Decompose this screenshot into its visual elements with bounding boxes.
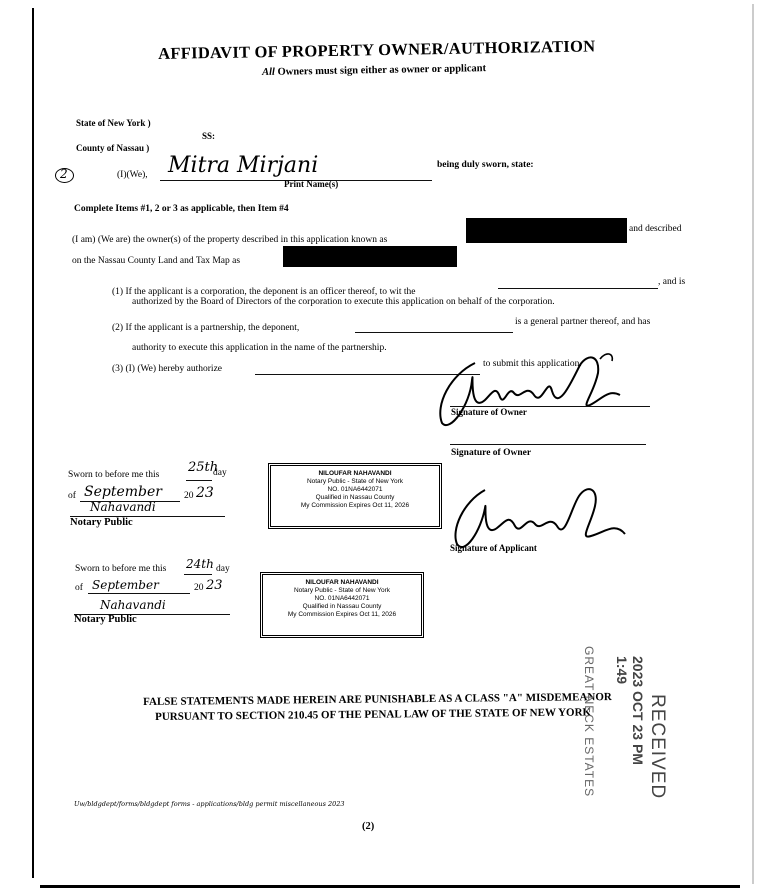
page-subtitle — [262, 63, 486, 78]
stamp2-line3: NO. 01NA6442071 — [314, 595, 370, 602]
redacted-property-address — [466, 218, 627, 243]
notary-stamp-1 — [268, 463, 442, 529]
item1-title-line — [498, 288, 658, 289]
owner-statement-3: on the Nassau County Land and Tax Map as — [72, 256, 241, 266]
state-label: State of New York ) — [76, 118, 151, 128]
sworn-text-2: Sworn to before me this — [75, 564, 167, 574]
stamp1-line4: Qualified in Nassau County — [315, 494, 395, 501]
sworn-month-line-2 — [88, 593, 190, 594]
scan-edge-right — [752, 4, 754, 884]
stamp1-line5: My Commission Expires Oct 11, 2026 — [300, 502, 410, 509]
scan-edge-left — [32, 8, 34, 878]
page-number: (2) — [362, 821, 375, 832]
subtitle-emphasis: All — [262, 66, 276, 78]
received-stamp-office: GREAT NECK ESTATES — [582, 646, 596, 798]
redacted-tax-map — [283, 246, 457, 267]
sworn-text-1: Sworn to before me this — [68, 470, 160, 480]
scan-edge-bottom — [40, 885, 740, 888]
page-title: AFFIDAVIT OF PROPERTY OWNER/AUTHORIZATION — [158, 36, 596, 63]
of-label-2: of — [75, 583, 83, 593]
stamp2-line4: Qualified in Nassau County — [302, 603, 382, 610]
stamp1-name: NILOUFAR NAHAVANDI — [318, 470, 392, 477]
item3-text-b: to submit this application. — [483, 359, 582, 369]
signature-of-applicant: Signature of Applicant — [450, 543, 537, 553]
notary-stamp-2 — [260, 572, 424, 638]
subtitle-text: Owners must sign either as owner or applicant — [277, 63, 487, 78]
sworn-year-prefix-1: 20 — [184, 491, 194, 501]
day-label-2: day — [216, 564, 230, 574]
day-label-1: day — [213, 468, 227, 478]
stamp2-name: NILOUFAR NAHAVANDI — [305, 579, 379, 586]
stamp2-line2: Notary Public - State of New York — [293, 587, 391, 594]
notary-public-label-1: Notary Public — [70, 517, 133, 528]
item2-text-b: is a general partner thereof, and has — [515, 317, 651, 327]
county-label: County of Nassau ) — [76, 143, 150, 153]
ss-label: SS: — [202, 131, 216, 141]
item1-text-a: (1) If the applicant is a corporation, the deponent is an officer thereof, to wit the — [112, 287, 416, 297]
of-label-1: of — [68, 491, 76, 501]
stamp2-line5: My Commission Expires Oct 11, 2026 — [287, 611, 397, 618]
item1-text-b: , and is — [658, 277, 686, 287]
sworn-day-1: 25th — [188, 460, 219, 475]
false-statements-line-1: FALSE STATEMENTS MADE HEREIN ARE PUNISHABLE AS A CLASS "A" MISDEMEANOR — [143, 691, 612, 708]
notary-signature-2: Nahavandi — [100, 598, 166, 612]
owner-signature-line-2 — [450, 444, 646, 445]
signature-of-owner-1: Signature of Owner — [451, 407, 527, 417]
sworn-day-line-2 — [184, 574, 212, 575]
footer-file-path: Uw/bldgdept/forms/bldgdept forms - applications/bldg permit miscellaneous 2023 — [74, 800, 345, 808]
received-stamp-word: RECEIVED — [647, 694, 668, 800]
being-sworn-text: being duly sworn, state: — [437, 160, 534, 170]
item1-text-c: authorized by the Board of Directors of the corporation to execute this application on behalf of the corporation. — [132, 297, 555, 307]
sworn-day-2: 24th — [186, 557, 214, 571]
owner-name-handwritten: Mitra Mirjani — [168, 153, 319, 178]
sworn-year-1: 23 — [196, 485, 214, 501]
owner-statement-1: (I am) (We are) the owner(s) of the property described in this application known as — [72, 235, 388, 245]
sworn-year-prefix-2: 20 — [194, 583, 204, 593]
sworn-month-2: September — [92, 578, 159, 592]
notary-signature-1: Nahavandi — [90, 500, 156, 514]
complete-items-instruction: Complete Items #1, 2 or 3 as applicable, then Item #4 — [74, 204, 289, 214]
false-statements-line-2: PURSUANT TO SECTION 210.45 OF THE PENAL LAW OF THE STATE OF NEW YORK — [155, 706, 592, 723]
stamp1-line2: Notary Public - State of New York — [306, 478, 404, 485]
print-name-label: Print Name(s) — [284, 179, 339, 189]
item-number: 2 — [60, 167, 68, 181]
sworn-day-line-1 — [186, 480, 212, 481]
item2-name-line — [355, 332, 513, 333]
sworn-month-1: September — [84, 484, 162, 500]
owner-statement-2: and described — [629, 224, 682, 234]
signature-of-owner-2: Signature of Owner — [451, 448, 532, 458]
stamp1-line3: NO. 01NA6442071 — [327, 486, 383, 493]
item3-text-a: (3) (I) (We) hereby authorize — [112, 364, 223, 374]
sworn-year-2: 23 — [206, 578, 223, 593]
item2-text-c: authority to execute this application in the name of the partnership. — [132, 343, 387, 353]
iwe-label: (I)(We), — [117, 170, 148, 180]
received-stamp-datetime: 2023 OCT 23 PM 1:49 — [614, 656, 646, 765]
item2-text-a: (2) If the applicant is a partnership, the deponent, — [112, 323, 300, 333]
notary-public-label-2: Notary Public — [74, 614, 137, 625]
owner-signature-scribble — [430, 345, 660, 435]
